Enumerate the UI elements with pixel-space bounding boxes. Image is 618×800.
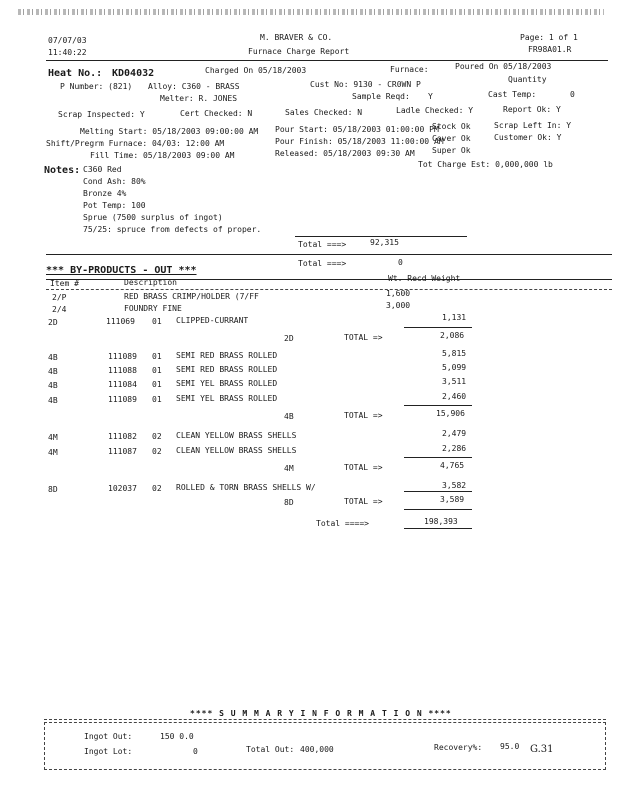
group-code: 4M (284, 464, 294, 473)
super-ok: Super Ok (432, 146, 471, 155)
group-code: 2D (284, 334, 294, 343)
total-out-value: 400,000 (300, 745, 334, 754)
scrap-left: Scrap Left In: Y (494, 121, 572, 130)
row-weight: 1,600 (386, 289, 411, 298)
row-weight: 2,286 (442, 444, 467, 453)
group-total: 4,765 (440, 461, 465, 470)
row-code: 2/P (52, 293, 67, 302)
grand-total-underline (404, 528, 472, 529)
row-code: 4B (48, 353, 58, 362)
handwritten-initials: G.31 (530, 744, 554, 755)
row-weight: 5,099 (442, 363, 467, 372)
quantity-label: Quantity (508, 75, 547, 84)
byproducts-title: *** BY-PRODUCTS - OUT *** (46, 265, 197, 276)
ingot-lot-label: Ingot Lot: (84, 747, 133, 756)
row-item: 111089 (108, 352, 137, 361)
report-ok: Report Ok: Y (503, 105, 561, 114)
row-desc: SEMI RED BRASS ROLLED (176, 351, 278, 360)
group-total: 3,589 (440, 495, 465, 504)
shift-pregrm: Shift/Pregrm Furnace: 04/03: 12:00 AM (46, 139, 225, 148)
note-line: 75/25: spruce from defects of proper. (83, 225, 262, 234)
report-time: 11:40:22 (48, 48, 87, 57)
fill-time: Fill Time: 05/18/2003 09:00 AM (90, 151, 235, 160)
col-item-header: Item # (50, 279, 79, 288)
row-item: 111084 (108, 380, 137, 389)
group-total: 15,906 (436, 409, 465, 418)
cast-temp-label: Cast Temp: (488, 90, 537, 99)
total-label: Total ===> (298, 240, 347, 249)
group-code: 8D (284, 498, 294, 507)
report-title: Furnace Charge Report (248, 47, 350, 56)
customer-ok: Customer Ok: Y (494, 133, 562, 142)
cert-checked: Cert Checked: N (180, 109, 253, 118)
row-code: 4M (48, 433, 58, 442)
grand-total-value: 198,393 (424, 517, 458, 526)
poured-on: Poured On 05/18/2003 (455, 62, 552, 71)
heat-no-label: Heat No.: (48, 68, 103, 79)
row-weight: 3,511 (442, 377, 467, 386)
recovery-value: 95.0 (500, 742, 520, 751)
cover-ok: Cover Ok (432, 134, 471, 143)
note-line: Sprue (7500 surplus of ingot) (83, 213, 223, 222)
scrap-inspected: Scrap Inspected: Y (58, 110, 145, 119)
total-rule (295, 236, 467, 237)
row-weight: 2,460 (442, 392, 467, 401)
note-line: Pot Temp: 100 (83, 201, 146, 210)
row-code: 4B (48, 367, 58, 376)
summary-title: **** S U M M A R Y I N F O R M A T I O N **** (190, 709, 452, 718)
row-sub: 02 (152, 432, 162, 441)
subtotal-rule (404, 405, 472, 406)
row-code: 4M (48, 448, 58, 457)
row-sub: 01 (152, 366, 162, 375)
total-2-value: 0 (398, 258, 403, 267)
row-item: 111088 (108, 366, 137, 375)
released: Released: 05/18/2003 09:30 AM (275, 149, 415, 158)
ingot-out-value: 150 0.0 (160, 732, 194, 741)
row-item: 111069 (106, 317, 135, 326)
total-out-label: Total Out: (246, 745, 295, 754)
section-rule (46, 254, 612, 255)
report-date: 07/07/03 (48, 36, 87, 45)
total-value: 92,315 (370, 238, 399, 247)
row-desc: CLIPPED-CURRANT (176, 316, 249, 325)
sample-reqd-value: Y (428, 92, 433, 101)
note-line: Bronze 4% (83, 189, 127, 198)
group-total-label: TOTAL => (344, 411, 383, 420)
alloy: Alloy: C360 - BRASS (148, 82, 240, 91)
cast-temp-value: 0 (570, 90, 575, 99)
stock-ok: Stock Ok (432, 122, 471, 131)
melter: Melter: R. JONES (160, 94, 238, 103)
note-line: C360 Red (83, 165, 122, 174)
row-desc: RED BRASS CRIMP/HOLDER (7/FF (124, 292, 259, 301)
row-sub: 02 (152, 484, 162, 493)
row-sub: 01 (152, 380, 162, 389)
row-code: 4B (48, 381, 58, 390)
report-id: FR98A01.R (528, 45, 572, 54)
row-sub: 02 (152, 447, 162, 456)
col-weight-header: Wt. Recd Weight (388, 274, 461, 283)
row-weight: 3,582 (442, 481, 467, 490)
row-code: 4B (48, 396, 58, 405)
sales-checked: Sales Checked: N (285, 108, 363, 117)
row-desc: ROLLED & TORN BRASS SHELLS W/ (176, 483, 316, 492)
charged-on: Charged On 05/18/2003 (205, 66, 307, 75)
row-desc: CLEAN YELLOW BRASS SHELLS (176, 431, 297, 440)
subtotal-rule (404, 491, 472, 492)
row-desc: SEMI YEL BRASS ROLLED (176, 379, 278, 388)
row-code: 8D (48, 485, 58, 494)
pour-start: Pour Start: 05/18/2003 01:00:00 PM (275, 125, 439, 134)
row-sub: 01 (152, 352, 162, 361)
subtotal-rule (404, 327, 472, 328)
heat-no: KD04032 (112, 68, 155, 79)
ingot-lot-value: 0 (193, 747, 198, 756)
total-2-label: Total ===> (298, 259, 347, 268)
row-weight: 3,000 (386, 301, 411, 310)
row-sub: 01 (152, 395, 162, 404)
row-desc: SEMI YEL BRASS ROLLED (176, 394, 278, 403)
group-total-label: TOTAL => (344, 333, 383, 342)
row-item: 102037 (108, 484, 137, 493)
row-desc: CLEAN YELLOW BRASS SHELLS (176, 446, 297, 455)
grand-total-rule (404, 509, 472, 510)
ladle-checked: Ladle Checked: Y (396, 106, 474, 115)
row-code: 2/4 (52, 305, 67, 314)
header-rule (46, 60, 608, 61)
grand-total-label: Total ====> (316, 519, 369, 528)
col-desc-header: Description (124, 278, 177, 287)
row-item: 111087 (108, 447, 137, 456)
p-number: P Number: (821) (60, 82, 133, 91)
page-number: Page: 1 of 1 (520, 33, 578, 42)
notes-label: Notes: (44, 165, 81, 176)
group-total: 2,086 (440, 331, 465, 340)
row-weight: 5,815 (442, 349, 467, 358)
row-sub: 01 (152, 317, 162, 326)
melting-start: Melting Start: 05/18/2003 09:00:00 AM (80, 127, 259, 136)
customer-number: Cust No: 9130 - CR0WN P (310, 80, 421, 89)
company-name: M. BRAVER & CO. (260, 33, 333, 42)
subtotal-rule (404, 457, 472, 458)
row-code: 2D (48, 318, 58, 327)
row-item: 111082 (108, 432, 137, 441)
recovery-label: Recovery%: (434, 743, 483, 752)
row-desc: FOUNDRY FINE (124, 304, 182, 313)
furnace: Furnace: (390, 65, 429, 74)
ingot-out-label: Ingot Out: (84, 732, 133, 741)
row-item: 111089 (108, 395, 137, 404)
scan-noise-band (18, 9, 604, 15)
header-dash (46, 289, 612, 290)
sample-reqd-label: Sample Reqd: (352, 92, 410, 101)
summary-top-rule (44, 719, 606, 720)
group-code: 4B (284, 412, 294, 421)
note-line: Cond Ash: 80% (83, 177, 146, 186)
total-charge-estimate: Tot Charge Est: 0,000,000 lb (418, 160, 553, 169)
group-total-label: TOTAL => (344, 463, 383, 472)
row-weight: 1,131 (442, 313, 467, 322)
row-desc: SEMI RED BRASS ROLLED (176, 365, 278, 374)
group-total-label: TOTAL => (344, 497, 383, 506)
row-weight: 2,479 (442, 429, 467, 438)
pour-finish: Pour Finish: 05/18/2003 11:00:00 AM (275, 137, 444, 146)
